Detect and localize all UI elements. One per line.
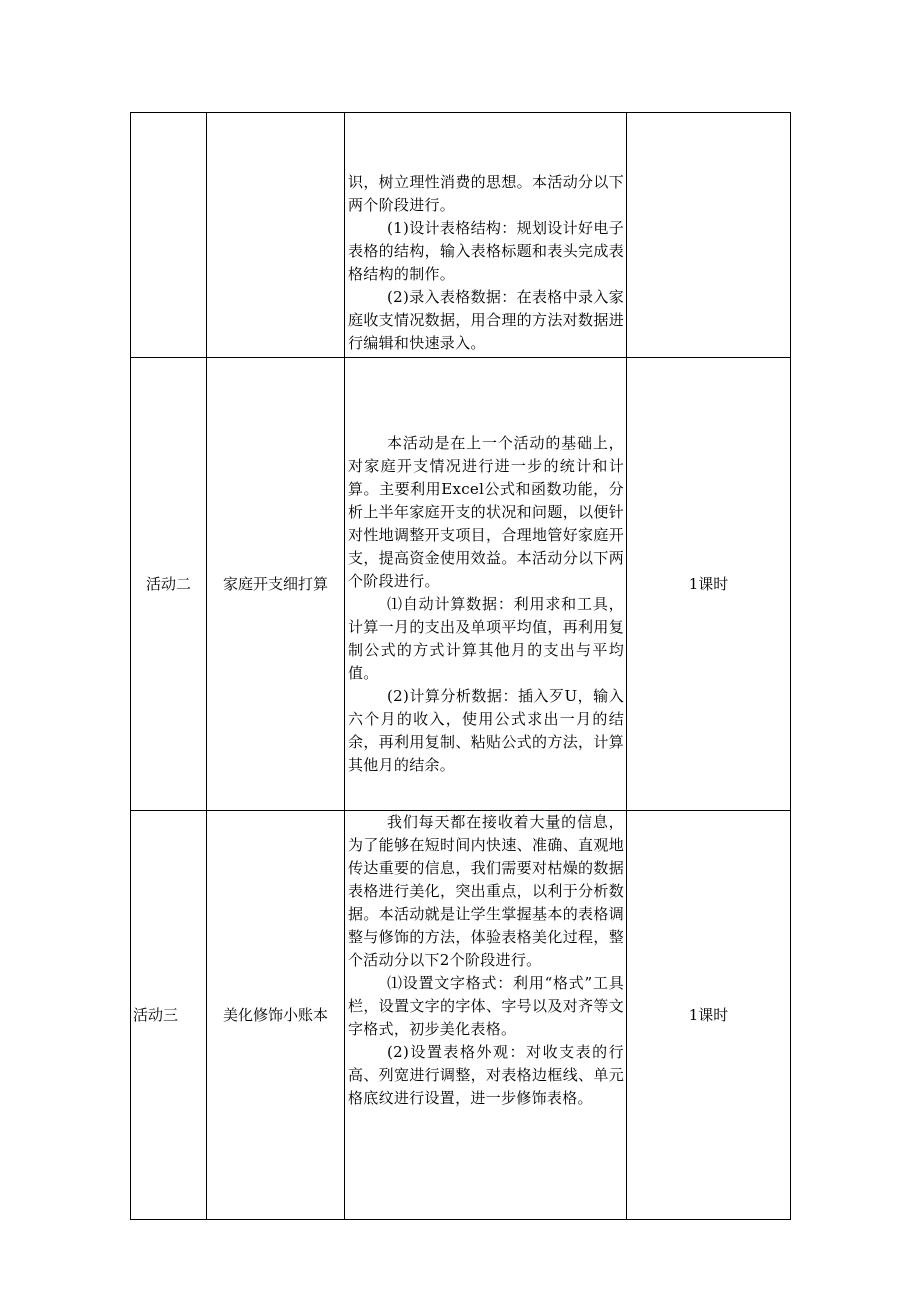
table-row bbox=[131, 358, 791, 811]
table-row bbox=[131, 811, 791, 1220]
activity-description-cell bbox=[345, 811, 627, 1220]
activity-name-cell: 活动二 bbox=[131, 358, 207, 811]
description-paragraph: ⑴设置文字格式：利用“格式”工具栏，设置文字的字体、字号以及对齐等文字格式，初步美化表格。 bbox=[348, 974, 624, 1038]
activity-description-cell bbox=[345, 358, 627, 811]
activity-hours-cell: 1课时 bbox=[627, 358, 791, 811]
description-paragraph: ⑴自动计算数据：利用求和工具，计算一月的支出及单项平均值，再利用复制公式的方式计算其他月的支出与平均值。 bbox=[348, 594, 624, 682]
description-paragraph: (2)设置表格外观：对收支表的行高、列宽进行调整，对表格边框线、单元格底纹进行设置，进一步修饰表格。 bbox=[348, 1043, 624, 1107]
description-paragraph: 我们每天都在接收着大量的信息，为了能够在短时间内快速、准确、直观地传达重要的信息，我们需要对枯燥的数据表格进行美化，突出重点，以利于分析数据。本活动就是让学生掌握基本的表格调整与修饰的方法，体验表格美化过程，整个活动分以下2个阶段进行。 bbox=[348, 813, 624, 969]
description-paragraph: (2)计算分析数据：插入歹U，输入六个月的收入，使用公式求出一月的结余，再利用复制、粘贴公式的方法，计算其他月的结余。 bbox=[348, 686, 624, 774]
activity-title-cell: 家庭开支细打算 bbox=[207, 358, 345, 811]
description-paragraph: (2)录入表格数据：在表格中录入家庭收支情况数据，用合理的方法对数据进行编辑和快速录入。 bbox=[348, 288, 624, 352]
activity-hours-cell bbox=[627, 113, 791, 358]
description-paragraph: 本活动是在上一个活动的基础上，对家庭开支情况进行进一步的统计和计算。主要利用Excel公式和函数功能，分析上半年家庭开支的状况和问题，以便针对性地调整开支项目，合理地管好家庭开支，提高资金使用效益。本活动分以下两个阶段进行。 bbox=[348, 433, 624, 590]
activity-description-cell bbox=[345, 113, 627, 358]
table-row bbox=[131, 113, 791, 358]
activity-title-cell bbox=[207, 113, 345, 358]
activity-name-cell: 活动三 bbox=[131, 811, 207, 1220]
description-paragraph: 识，树立理性消费的思想。本活动分以下两个阶段进行。 bbox=[348, 173, 624, 214]
description-paragraph: (1)设计表格结构：规划设计好电子表格的结构，输入表格标题和表头完成表格结构的制作。 bbox=[348, 219, 624, 283]
activity-hours-cell: 1课时 bbox=[627, 811, 791, 1220]
activity-plan-table bbox=[130, 112, 791, 1220]
activity-name-cell bbox=[131, 113, 207, 358]
activity-title-cell: 美化修饰小账本 bbox=[207, 811, 345, 1220]
